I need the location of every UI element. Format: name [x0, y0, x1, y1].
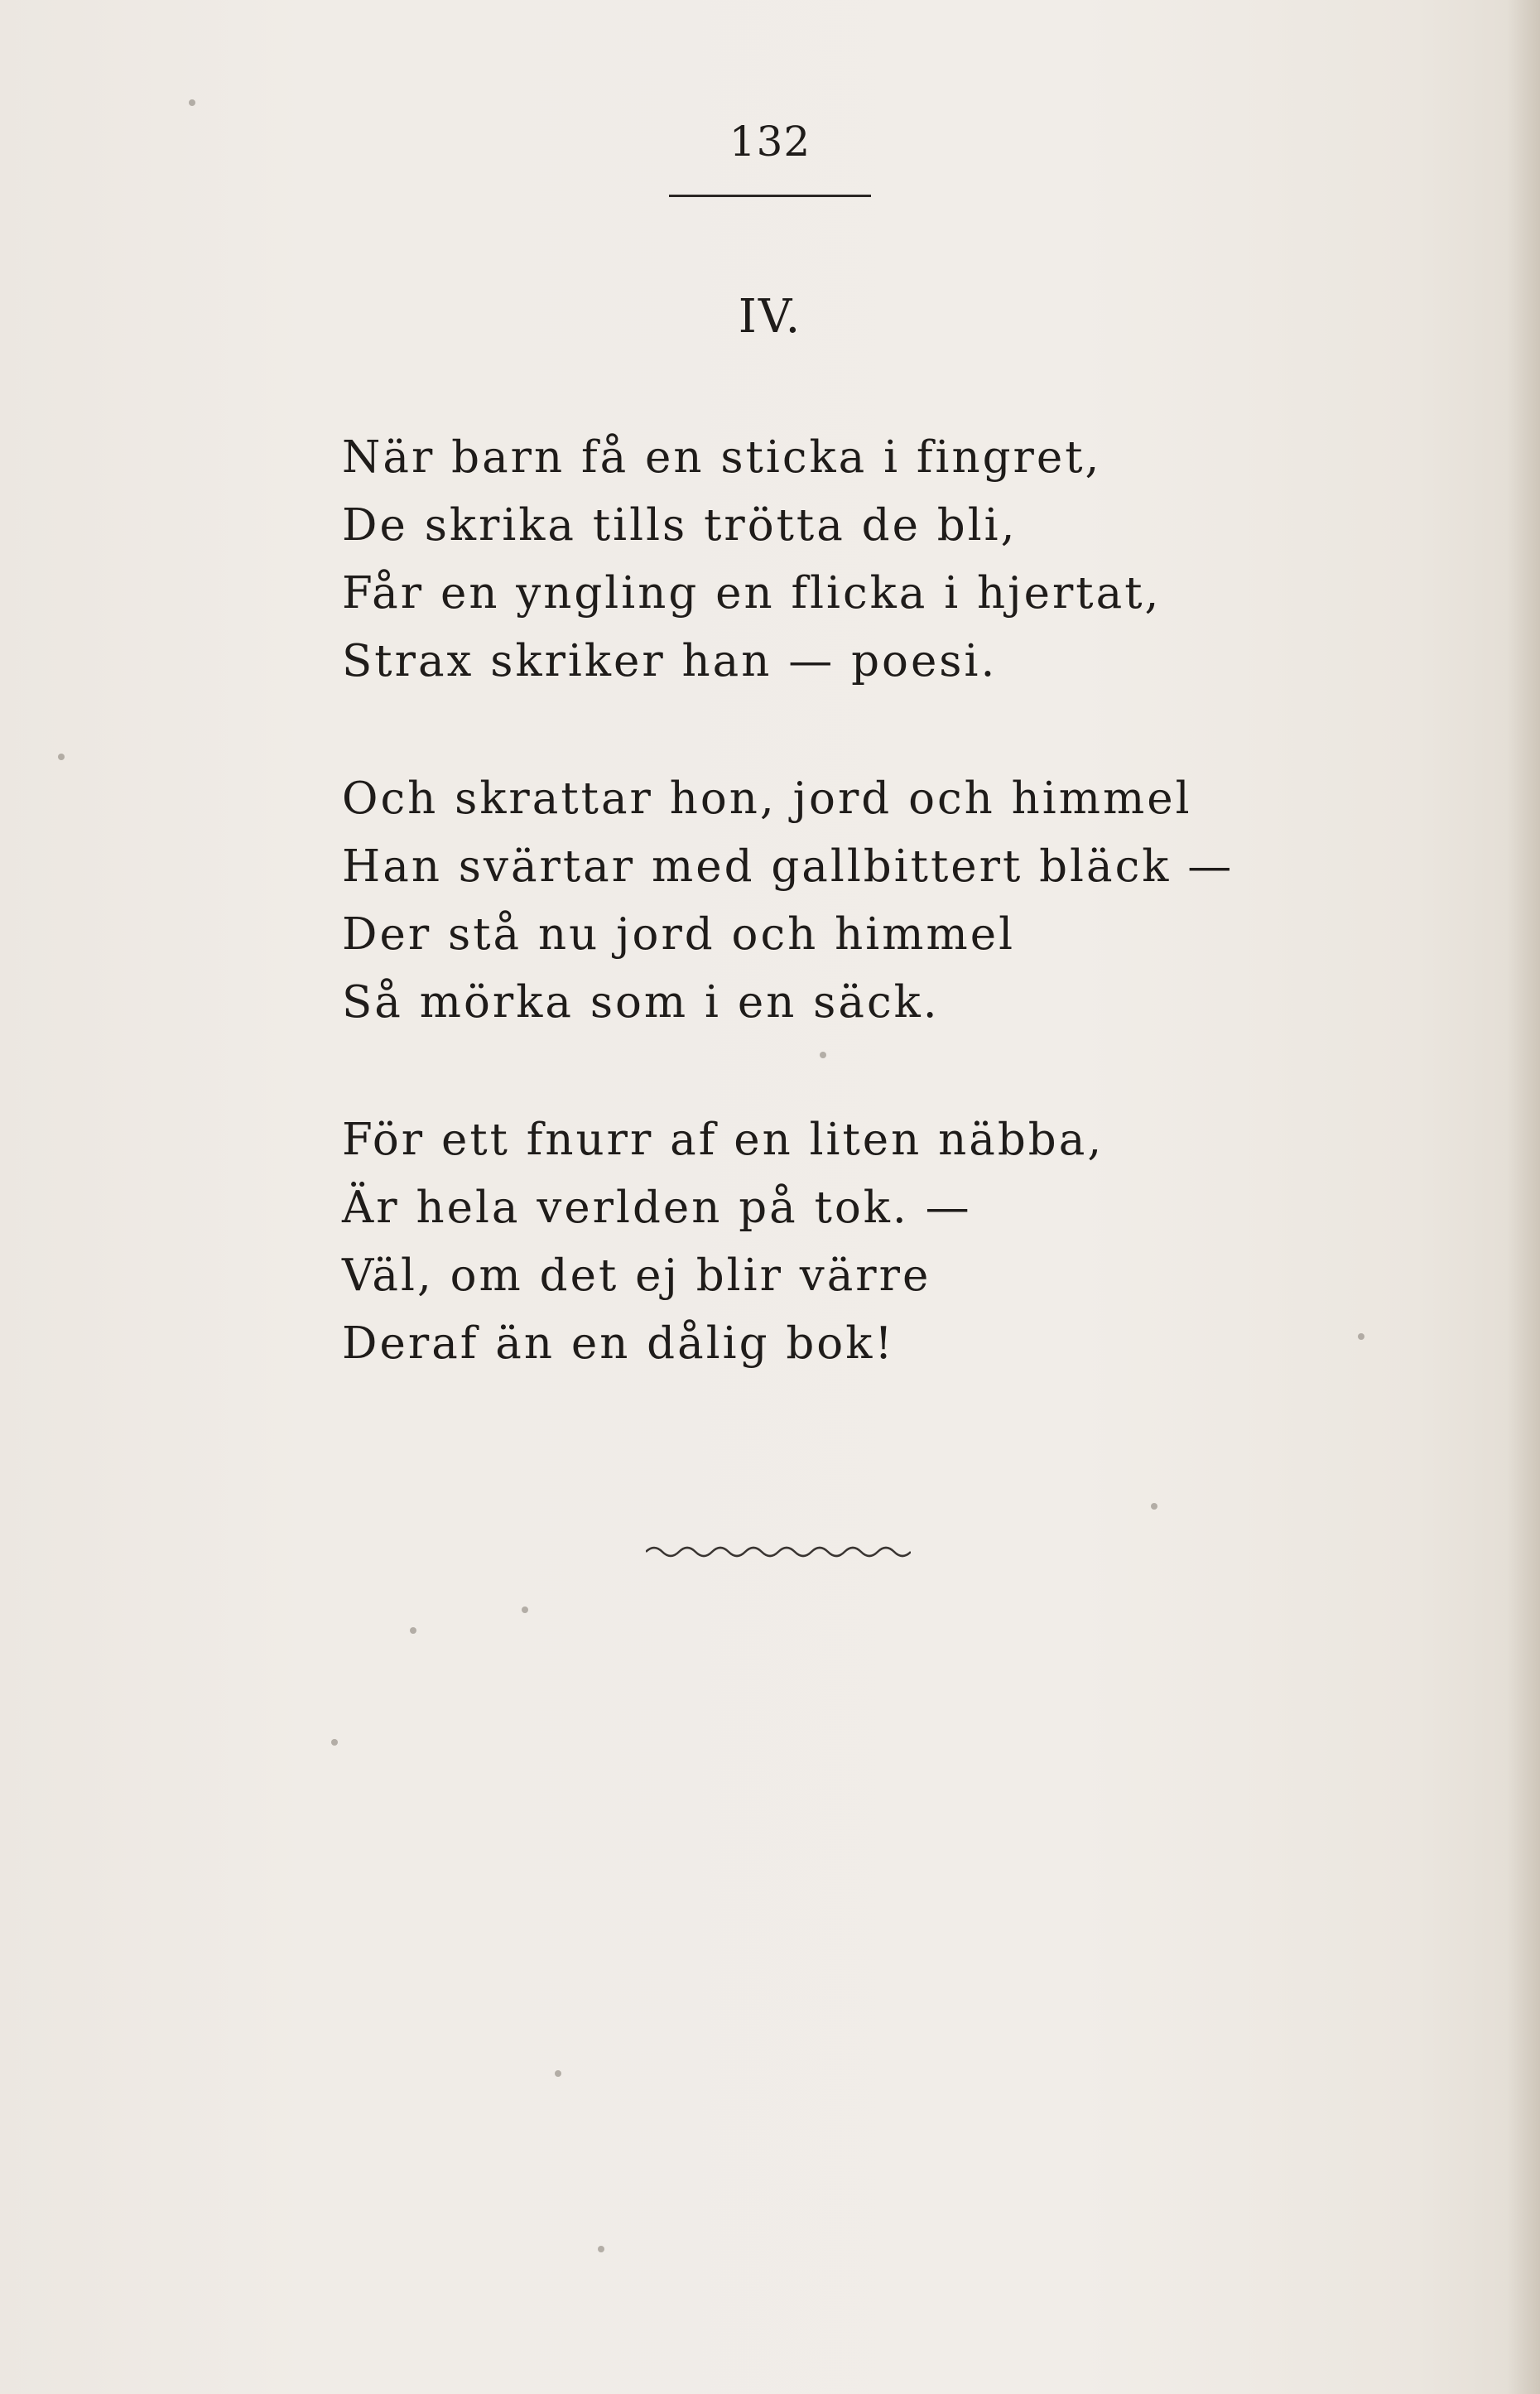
poem: [342, 424, 1335, 1447]
poem-line: Der stå nu jord och himmel: [342, 909, 1016, 960]
poem-line: Så mörka som i en säck.: [342, 977, 940, 1028]
paper-speck: [555, 2070, 561, 2077]
stanza-1: [342, 424, 1335, 696]
paper-speck: [331, 1739, 338, 1746]
paper-speck: [58, 754, 65, 760]
section-title: IV.: [738, 290, 802, 344]
poem-line: Han svärtar med gallbittert bläck —: [342, 841, 1234, 892]
poem-line: För ett fnurr af en liten näbba,: [342, 1115, 1104, 1165]
poem-line: Får en yngling en flicka i hjertat,: [342, 568, 1162, 619]
poem-line: Och skrattar hon, jord och himmel: [342, 773, 1192, 824]
paper-speck: [522, 1606, 528, 1613]
poem-line: De skrika tills trötta de bli,: [342, 500, 1018, 551]
wavy-divider-ornament: [646, 1540, 911, 1560]
stanza-2: [342, 765, 1335, 1037]
wavy-divider-line: [646, 1548, 911, 1556]
page-number: 132: [729, 118, 811, 166]
paper-speck: [410, 1627, 416, 1634]
page-edge-shadow: [1507, 0, 1540, 2394]
poem-line: Väl, om det ej blir värre: [342, 1250, 931, 1301]
poem-line: När barn få en sticka i fingret,: [342, 432, 1102, 483]
header-rule: [669, 195, 871, 197]
paper-speck: [598, 2246, 604, 2252]
paper-speck: [820, 1052, 826, 1058]
poem-line: Är hela verlden på tok. —: [342, 1183, 972, 1233]
poem-line: Deraf än en dålig bok!: [342, 1318, 895, 1369]
stanza-3: [342, 1106, 1335, 1378]
poem-line: Strax skriker han — poesi.: [342, 636, 998, 686]
paper-speck: [189, 99, 195, 106]
paper-speck: [1358, 1333, 1364, 1340]
paper-speck: [1151, 1503, 1157, 1510]
